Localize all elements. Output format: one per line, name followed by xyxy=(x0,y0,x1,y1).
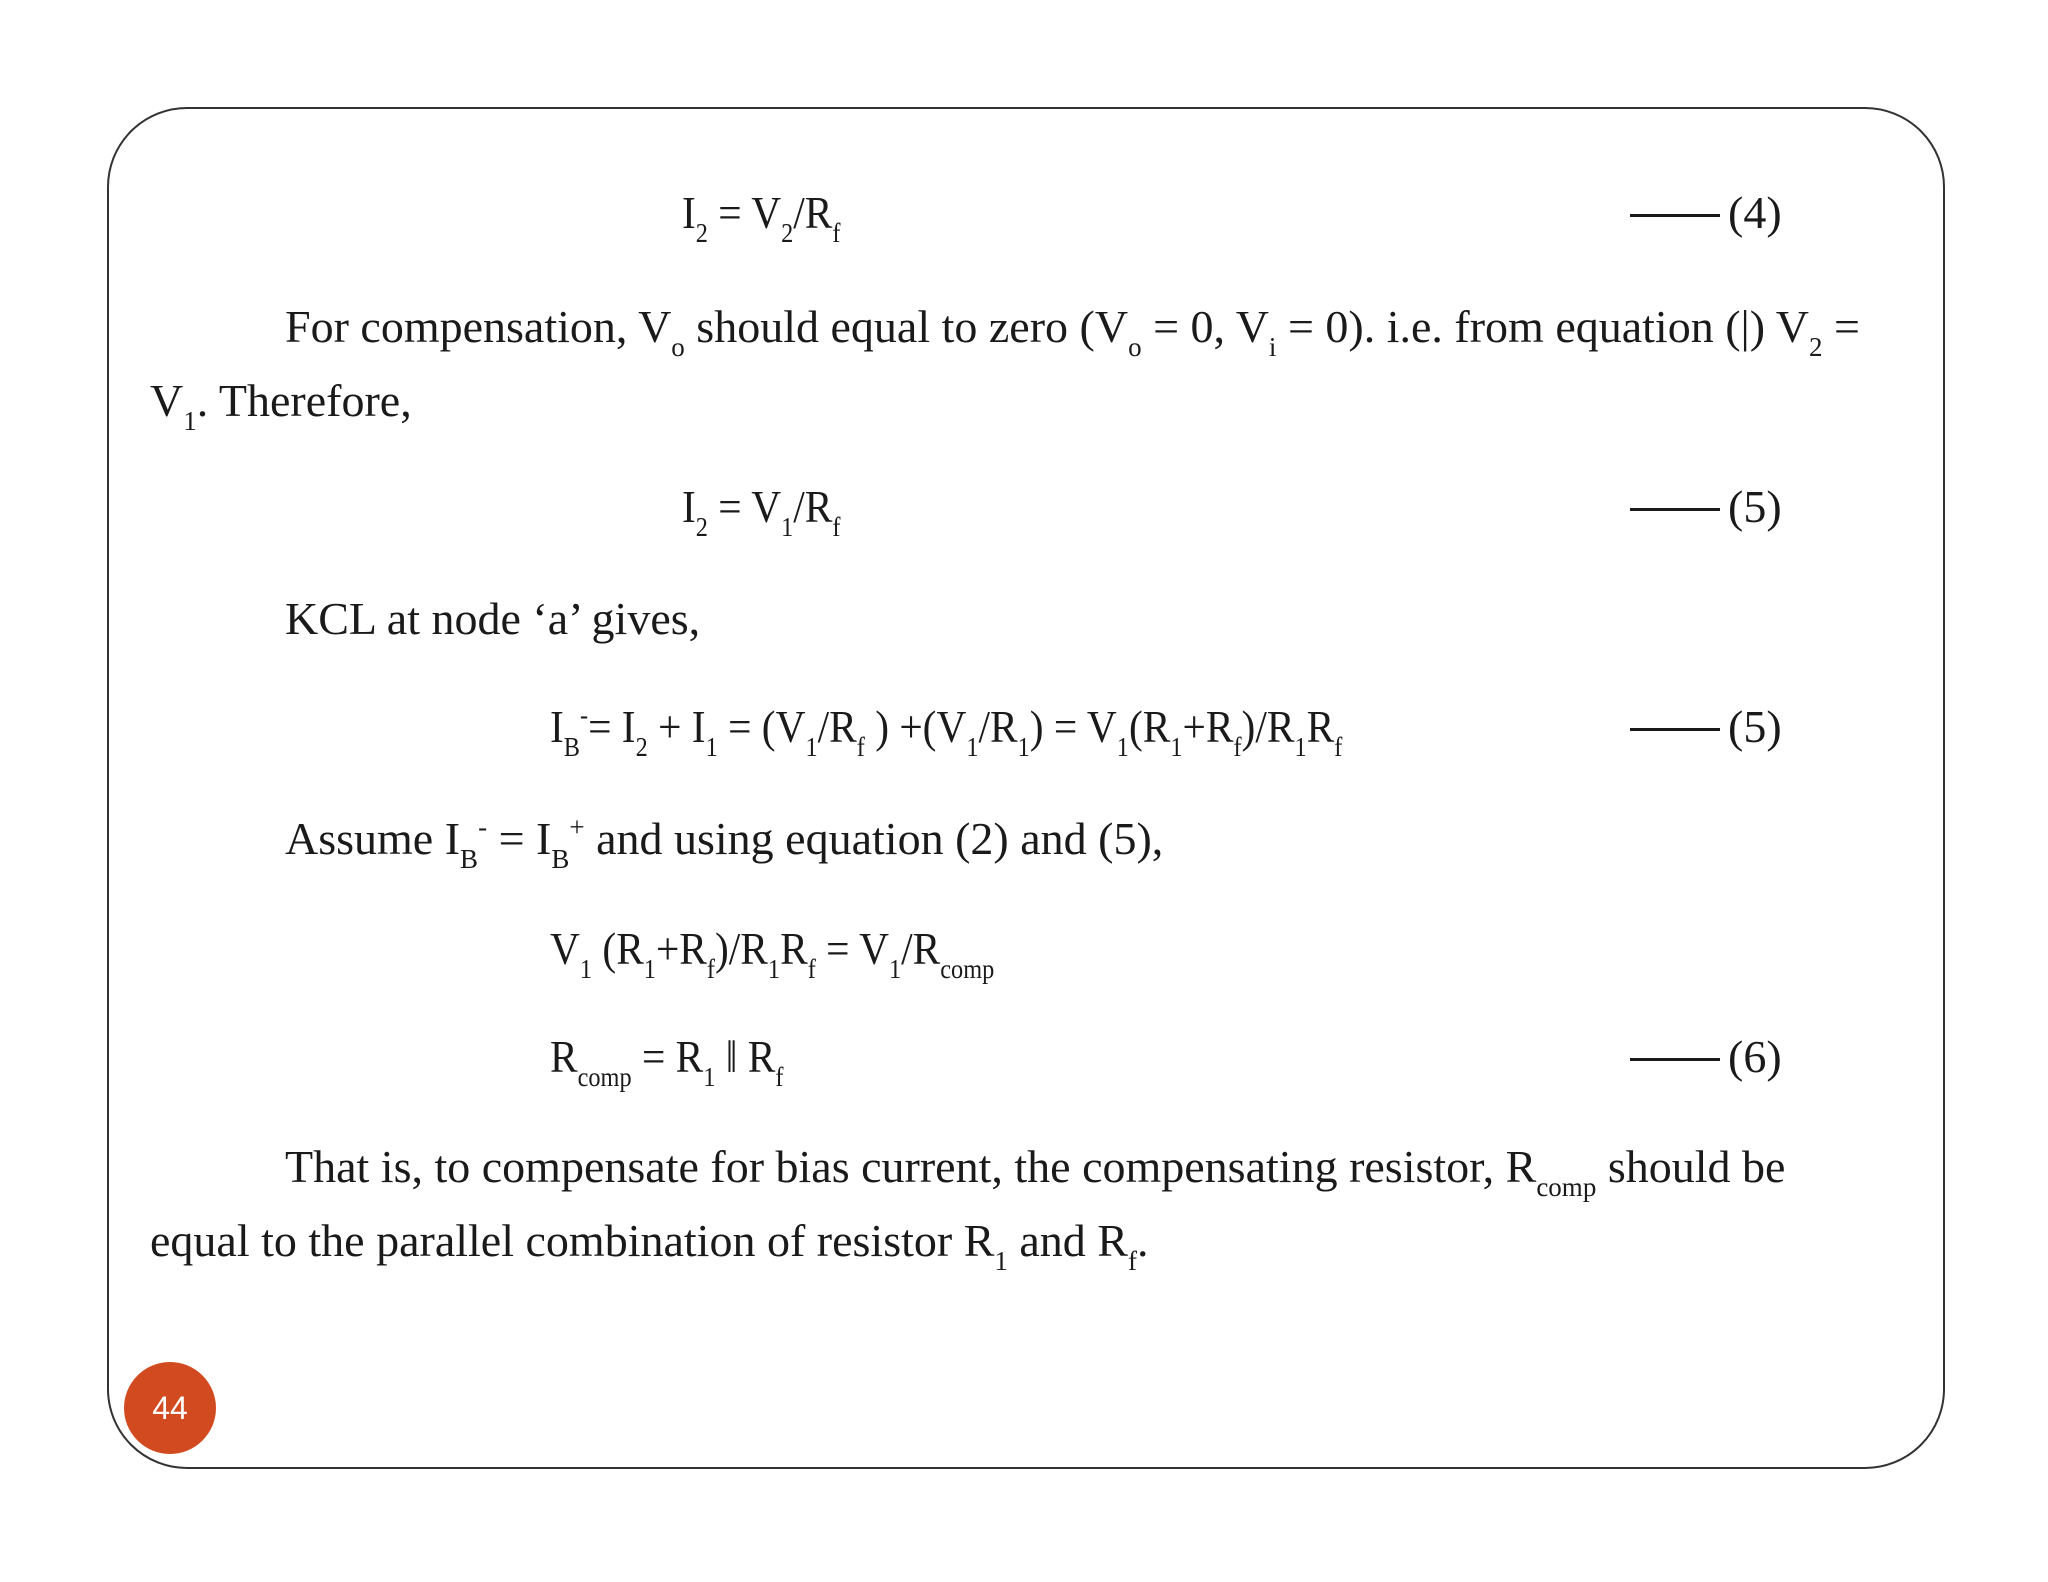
equation-rcomp-parallel: $R_{comp} = R_1$ ‖ $R_f$ xyxy=(550,1031,784,1092)
equation-i2-v2-rf: $I_2 = V_2/R_f$ xyxy=(682,187,841,248)
equation-dash xyxy=(1630,1058,1720,1061)
paragraph-conclusion-line2: equal to the parallel combination of resistor $R_1$ and $R_f$. xyxy=(150,1215,1149,1276)
equation-number-5b: (5) xyxy=(1630,704,1782,750)
paragraph-compensation-line2: $V_1$. Therefore, xyxy=(150,375,412,436)
equation-number-6: (6) xyxy=(1630,1034,1782,1080)
equation-v1-rcomp: $V_1$ $(R_1+R_f)/R_1R_f = V_1/R_{comp}$ xyxy=(550,923,995,984)
equation-ib-kcl: $I_B^-= I_2 + I_1 = (V_1/R_f$ ) $+(V_1/R_1) = V_1(R_1+R_f)/R_1R_f$ xyxy=(550,700,1343,762)
paragraph-conclusion-line1: That is, to compensate for bias current, the compensating resistor, $R_{comp}$ should be xyxy=(285,1141,1786,1202)
equation-dash xyxy=(1630,728,1720,731)
equation-i2-v1-rf: $I_2 = V_1/R_f$ xyxy=(682,481,841,542)
equation-number-5a: (5) xyxy=(1630,484,1782,530)
paragraph-assume: Assume $I_B^- = I_B^+$ and using equation (2) and (5), xyxy=(285,812,1164,874)
equation-dash xyxy=(1630,508,1720,511)
paragraph-kcl: KCL at node ‘a’ gives, xyxy=(285,593,701,644)
page-number-badge: 44 xyxy=(124,1362,216,1454)
paragraph-compensation-line1: For compensation, $V_o$ should equal to zero ($V_o = 0$, $V_i = 0$). i.e. from equation (|) $V_2$ = xyxy=(285,301,1860,362)
equation-number-4: (4) xyxy=(1630,190,1782,236)
equation-dash xyxy=(1630,214,1720,217)
